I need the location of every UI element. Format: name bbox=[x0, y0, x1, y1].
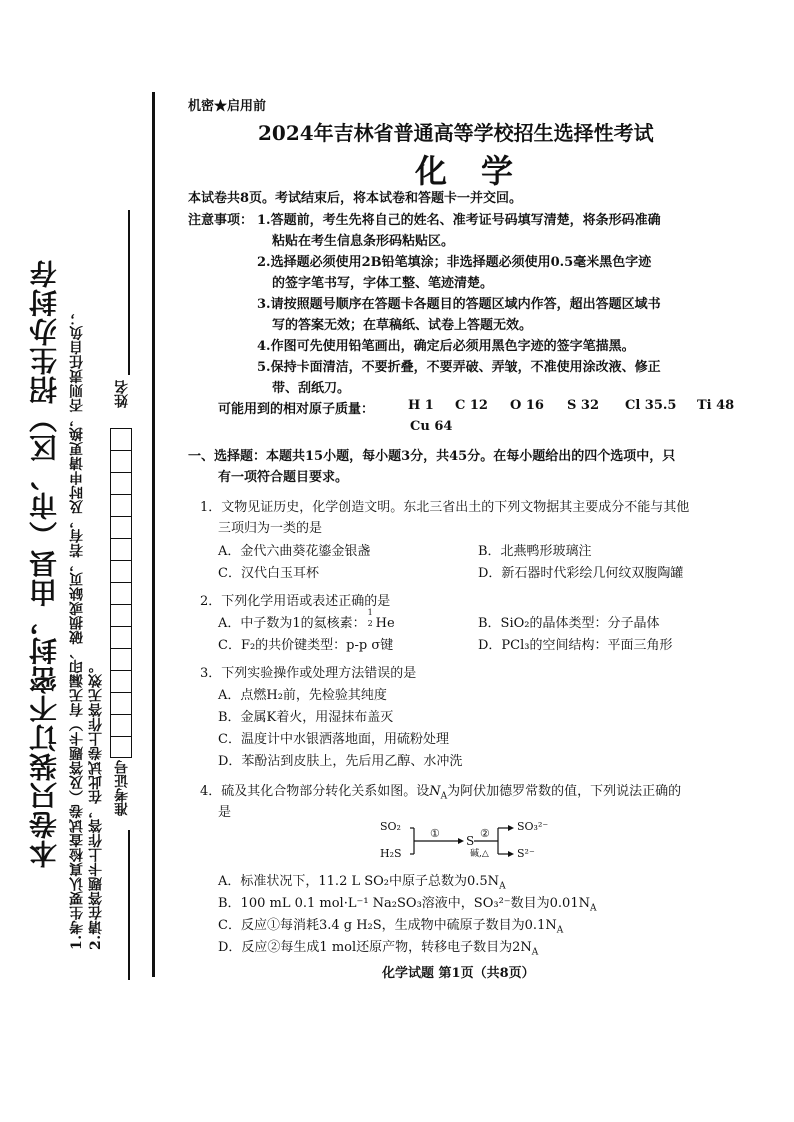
q4-option-b-text: B．100 mL 0.1 mol·L⁻¹ Na₂SO₃溶液中，SO₃²⁻数目为0.01N bbox=[218, 896, 590, 911]
q1-option-b: B．北燕鸭形玻璃注 bbox=[478, 544, 592, 559]
atomic-cl: Cl 35.5 bbox=[625, 398, 677, 413]
notice-1b: 粘贴在考生信息条形码粘贴区。 bbox=[272, 234, 455, 249]
q4-option-d-text: D．反应②每生成1 mol还原产物，转移电子数目为2N bbox=[218, 940, 532, 955]
diagram-so2: SO₂ bbox=[380, 820, 401, 833]
q4-na-symbol: N bbox=[429, 784, 441, 799]
q4-option-d bbox=[218, 936, 538, 958]
diagram-h2s: H₂S bbox=[380, 847, 402, 860]
q4-option-c-text: C．反应①每消耗3.4 g H₂S，生成物中硫原子数目为0.1N bbox=[218, 918, 557, 933]
q1-stem-2: 三项归为一类的是 bbox=[218, 521, 323, 536]
atomic-c: C 12 bbox=[455, 398, 488, 413]
section-header: 一、选择题：本题共15小题，每小题3分，共45分。在每小题给出的四个选项中，只 bbox=[188, 449, 676, 464]
section-header-2: 有一项符合题目要求。 bbox=[218, 470, 349, 485]
diagram-s: S bbox=[466, 834, 475, 848]
q4-option-a bbox=[218, 870, 506, 892]
exam-note-1: 1.考生要认真检查试卷（及答题卡）有无漏印、破损或缺页，若有，及时申请更换，否则责任自负； bbox=[69, 310, 85, 950]
id-label: 准考证号 bbox=[114, 760, 130, 816]
binding-divider bbox=[152, 92, 155, 977]
pages-note: 本试卷共8页。考试结束后，将本试卷和答题卡一并交回。 bbox=[188, 191, 523, 206]
q2-nuclide-symbol: He bbox=[375, 616, 395, 631]
notice-2a: 2.选择题必须使用2B铅笔填涂；非选择题必须使用0.5毫米黑色字迹 bbox=[257, 255, 652, 270]
notice-label: 注意事项： bbox=[188, 213, 254, 228]
atomic-cu: Cu 64 bbox=[410, 419, 453, 434]
binding-notice: 本卷只装订不密封，由县（市、区）招生办封存 bbox=[28, 259, 61, 868]
atomic-mass-label: 可能用到的相对原子质量： bbox=[218, 402, 375, 417]
atomic-o: O 16 bbox=[510, 398, 544, 413]
q2-stem: 2．下列化学用语或表述正确的是 bbox=[200, 594, 391, 609]
diagram-condition: 碱,△ bbox=[470, 849, 489, 859]
notice-3b: 写的答案无效；在草稿纸、试卷上答题无效。 bbox=[272, 318, 533, 333]
q3-option-a: A．点燃H₂前，先检验其纯度 bbox=[218, 688, 387, 703]
q3-option-b: B．金属K着火，用湿抹布盖灭 bbox=[218, 710, 394, 725]
q1-option-d: D．新石器时代彩绘几何纹双腹陶罐 bbox=[478, 566, 684, 581]
q4-stem-b: 为阿伏加德罗常数的值，下列说法正确的 bbox=[447, 784, 682, 799]
q2-option-c: C．F₂的共价键类型：p-p σ键 bbox=[218, 638, 394, 653]
q4-option-b-sub: A bbox=[589, 903, 597, 914]
q1-stem: 1．文物见证历史，化学创造文明。东北三省出土的下列文物据其主要成分不能与其他 bbox=[200, 500, 690, 515]
q4-option-c-sub: A bbox=[556, 925, 564, 936]
confidential-mark: 机密★启用前 bbox=[188, 99, 267, 114]
notice-1a: 1.答题前，考生先将自己的姓名、准考证号码填写清楚，将条形码准确 bbox=[257, 213, 661, 228]
q3-stem: 3．下列实验操作或处理方法错误的是 bbox=[200, 666, 417, 681]
notice-2b: 的签字笔书写，字体工整、笔迹清楚。 bbox=[272, 276, 494, 291]
notice-5b: 带、刮纸刀。 bbox=[272, 381, 351, 396]
q2-option-d: D．PCl₃的空间结构：平面三角形 bbox=[478, 638, 673, 653]
q2-mass-number: 1 bbox=[367, 608, 373, 617]
q4-option-a-sub: A bbox=[499, 881, 506, 892]
binding-strip bbox=[0, 0, 165, 1122]
exam-title: 2024年吉林省普通高等学校招生选择性考试 bbox=[258, 121, 654, 145]
atomic-s: S 32 bbox=[567, 398, 600, 413]
q1-option-c: C．汉代白玉耳杯 bbox=[218, 566, 319, 581]
q4-option-c bbox=[218, 914, 563, 936]
diagram-step-1: ① bbox=[430, 827, 440, 840]
q2-atomic-number: 2 bbox=[367, 619, 373, 628]
q1-option-a: A．金代六曲葵花鎏金银盏 bbox=[218, 544, 371, 559]
diagram-sulfide: S²⁻ bbox=[517, 847, 535, 860]
q2-nuclide-numbers bbox=[366, 608, 376, 628]
q4-na-sub: A bbox=[440, 791, 448, 802]
exam-note-2: 2.请在答题卡上作答，在此试卷上作答无效。 bbox=[88, 658, 104, 950]
q4-option-d-sub: A bbox=[531, 947, 539, 958]
q2-option-a-text: A．中子数为1的氦核素： bbox=[218, 616, 366, 631]
q2-option-b: B．SiO₂的晶体类型：分子晶体 bbox=[478, 616, 660, 631]
side-line-bottom bbox=[128, 830, 130, 980]
atomic-ti: Ti 48 bbox=[697, 398, 735, 413]
notice-5a: 5.保持卡面清洁，不要折叠，不要弄破、弄皱，不准使用涂改液、修正 bbox=[257, 360, 661, 375]
page-footer: 化学试题 第1页（共8页） bbox=[382, 966, 535, 981]
q4-stem-a: 4．硫及其化合物部分转化关系如图。设 bbox=[200, 784, 430, 799]
sulfur-conversion-diagram bbox=[380, 818, 560, 866]
atomic-h: H 1 bbox=[408, 398, 434, 413]
name-label: 姓名 bbox=[114, 380, 130, 408]
notice-4: 4.作图可先使用铅笔画出，确定后必须用黑色字迹的签字笔描黑。 bbox=[257, 339, 635, 354]
q4-stem-2: 是 bbox=[218, 805, 232, 820]
q4-stem bbox=[200, 780, 681, 802]
diagram-step-2: ② bbox=[480, 827, 490, 840]
diagram-sulfite: SO₃²⁻ bbox=[517, 820, 549, 833]
q4-option-b bbox=[218, 892, 596, 914]
id-number-boxes bbox=[110, 428, 132, 758]
side-line-top bbox=[128, 210, 130, 375]
q2-option-a bbox=[218, 608, 395, 631]
q3-option-d: D．苯酚沾到皮肤上，先后用乙醇、水冲洗 bbox=[218, 754, 463, 769]
q4-option-a-text: A．标准状况下，11.2 L SO₂中原子总数为0.5N bbox=[218, 874, 500, 889]
subject-title: 化学 bbox=[415, 152, 548, 190]
notice-3a: 3.请按照题号顺序在答题卡各题目的答题区域内作答，超出答题区域书 bbox=[257, 297, 661, 312]
q3-option-c: C．温度计中水银洒落地面，用硫粉处理 bbox=[218, 732, 449, 747]
